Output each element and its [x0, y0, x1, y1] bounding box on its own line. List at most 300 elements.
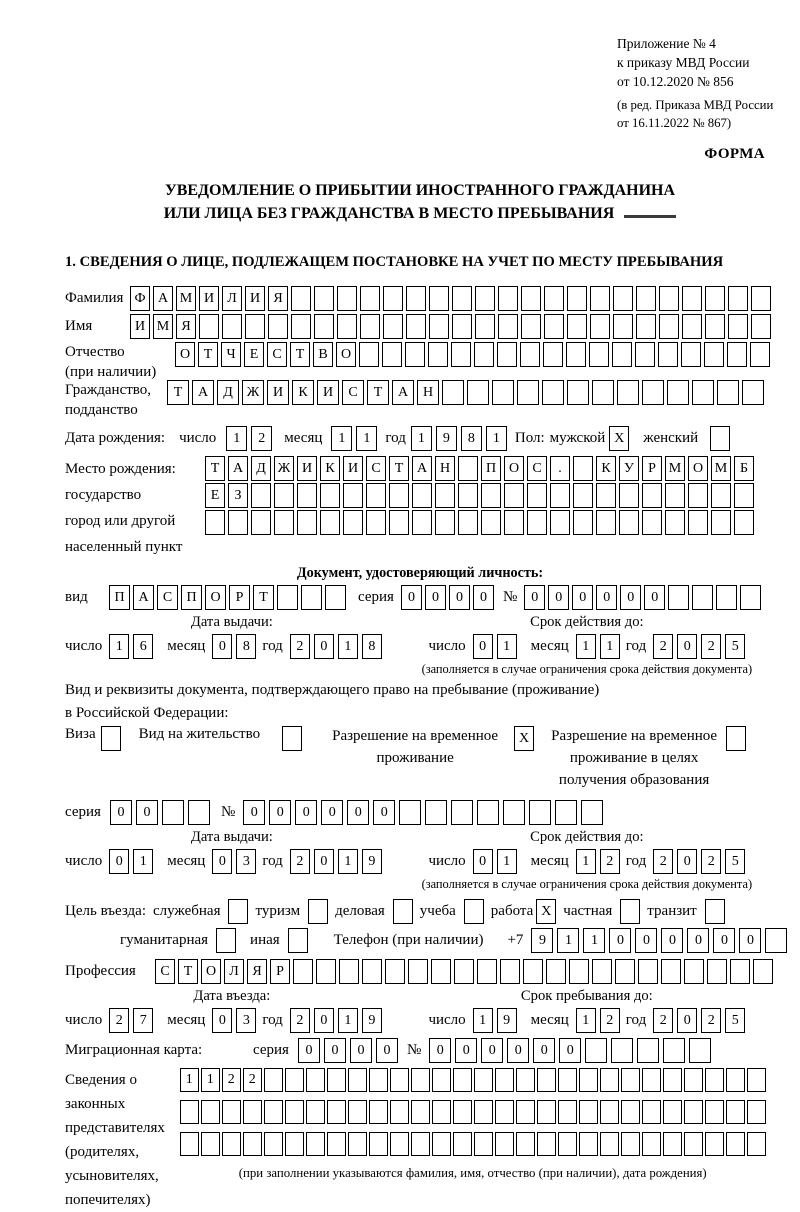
residence-issue-year-boxes [290, 849, 382, 874]
purpose-row2 [65, 928, 775, 953]
char-box: 3 [236, 1008, 256, 1033]
sex-male-checkbox: X [609, 426, 629, 451]
profession-label: Профессия [65, 963, 136, 980]
char-box [389, 483, 409, 508]
char-box [343, 483, 363, 508]
char-box: Н [417, 380, 439, 405]
char-box [543, 342, 563, 367]
char-box [399, 800, 421, 825]
temp-residence-edu-checkbox [726, 726, 746, 751]
identity-number-boxes [524, 585, 761, 610]
char-box: К [320, 456, 340, 481]
char-box: 8 [236, 634, 256, 659]
char-box [705, 314, 725, 339]
char-box: И [245, 286, 265, 311]
residence-issue-month-boxes [212, 849, 256, 874]
representatives-row [65, 1068, 775, 1212]
char-box: 0 [314, 1008, 334, 1033]
representatives-boxes-block [180, 1068, 766, 1181]
char-box: 2 [600, 849, 620, 874]
other-checkbox [288, 928, 308, 953]
appendix-note-line: (в ред. Приказа МВД России [617, 98, 774, 113]
char-box [383, 286, 403, 311]
residence-permit-checkbox [282, 726, 302, 751]
char-box [753, 959, 773, 984]
char-box [293, 959, 313, 984]
char-box: Ф [130, 286, 150, 311]
migration-card-row [65, 1038, 775, 1063]
char-box: 1 [338, 1008, 358, 1033]
option-visa: Виза [65, 726, 121, 751]
char-box [285, 1132, 304, 1156]
char-box [383, 314, 403, 339]
char-box: 9 [497, 1008, 517, 1033]
char-box: П [481, 456, 501, 481]
representatives-boxes-row1 [180, 1068, 766, 1092]
entry-date-block [65, 988, 399, 1033]
identity-dates [65, 614, 775, 677]
char-box: Е [205, 483, 225, 508]
char-box [689, 1038, 711, 1063]
char-box [642, 510, 662, 535]
char-box: И [267, 380, 289, 405]
identity-issue-day-boxes [109, 634, 153, 659]
char-box: 2 [222, 1068, 241, 1092]
char-box [348, 1068, 367, 1092]
char-box [688, 483, 708, 508]
char-box [268, 314, 288, 339]
char-box: 1 [486, 426, 507, 451]
char-box [667, 380, 689, 405]
identity-doc-heading: Документ, удостоверяющий личность: [296, 565, 544, 582]
char-box [454, 959, 474, 984]
char-box [316, 959, 336, 984]
char-box [180, 1132, 199, 1156]
purpose-label: Цель въезда: [65, 903, 146, 920]
char-box: А [133, 585, 154, 610]
char-box: 0 [350, 1038, 372, 1063]
char-box: С [157, 585, 178, 610]
char-box [734, 483, 754, 508]
char-box: 0 [559, 1038, 581, 1063]
char-box [285, 1100, 304, 1124]
expiry-note: (заполняется в случае ограничения срока действия документа) [421, 662, 753, 677]
char-box [481, 483, 501, 508]
appendix-block [617, 34, 775, 133]
char-box [573, 510, 593, 535]
first-name-boxes [130, 314, 771, 339]
char-box: Ж [274, 456, 294, 481]
char-box [274, 510, 294, 535]
char-box [382, 342, 402, 367]
char-box [573, 483, 593, 508]
migration-series-boxes [298, 1038, 398, 1063]
char-box [245, 314, 265, 339]
citizenship-boxes [167, 380, 764, 405]
char-box: 1 [331, 426, 352, 451]
char-box [474, 342, 494, 367]
char-box: 0 [324, 1038, 346, 1063]
char-box: 2 [653, 634, 673, 659]
char-box [467, 380, 489, 405]
char-box: 0 [425, 585, 446, 610]
residence-issue-block [65, 829, 399, 892]
private-checkbox [620, 899, 640, 924]
patronymic-row [65, 342, 775, 382]
char-box [390, 1100, 409, 1124]
char-box [567, 286, 587, 311]
char-box [369, 1132, 388, 1156]
char-box: 1 [583, 928, 605, 953]
char-box: 1 [557, 928, 579, 953]
char-box: Б [734, 456, 754, 481]
char-box: О [201, 959, 221, 984]
char-box: 1 [576, 1008, 596, 1033]
char-box [369, 1068, 388, 1092]
char-box [663, 1132, 682, 1156]
char-box: 0 [376, 1038, 398, 1063]
page-title [65, 180, 775, 225]
char-box: 0 [314, 849, 334, 874]
day-label: число [428, 853, 466, 870]
char-box [385, 959, 405, 984]
residence-expiry-month-boxes [576, 849, 620, 874]
char-box [474, 1100, 493, 1124]
migration-number-boxes [429, 1038, 711, 1063]
identity-expiry-day-boxes [473, 634, 517, 659]
char-box [726, 1068, 745, 1092]
char-box: Я [247, 959, 267, 984]
char-box [705, 286, 725, 311]
birth-place-boxes-row2 [205, 483, 754, 508]
char-box: С [267, 342, 287, 367]
entry-stay-dates [65, 988, 775, 1033]
char-box [188, 800, 210, 825]
migration-number-label: № [406, 1042, 422, 1059]
char-box [665, 483, 685, 508]
char-box: 1 [226, 426, 247, 451]
char-box: М [176, 286, 196, 311]
char-box: М [153, 314, 173, 339]
birth-year-boxes [411, 426, 507, 451]
char-box: М [711, 456, 731, 481]
char-box [635, 342, 655, 367]
representatives-note: (при заполнении указываются фамилия, имя, отчество (при наличии), дата рождения) [238, 1166, 707, 1181]
char-box [579, 1132, 598, 1156]
char-box: У [619, 456, 639, 481]
char-box [452, 286, 472, 311]
residence-doc-line2: в Российской Федерации: [65, 705, 229, 722]
work-checkbox: X [536, 899, 556, 924]
char-box: 1 [180, 1068, 199, 1092]
char-box [389, 510, 409, 535]
phone-prefix: +7 [507, 932, 524, 949]
char-box [516, 1068, 535, 1092]
birth-date-row [65, 426, 775, 451]
option-other: иная [250, 928, 308, 953]
char-box [550, 510, 570, 535]
char-box [251, 483, 271, 508]
char-box [716, 585, 737, 610]
char-box [619, 483, 639, 508]
char-box: 1 [497, 634, 517, 659]
char-box [274, 483, 294, 508]
char-box [474, 1132, 493, 1156]
sex-female-label: женский [643, 430, 699, 447]
char-box: Т [178, 959, 198, 984]
entry-heading: Дата въезда: [193, 988, 271, 1005]
option-private: частная [563, 899, 640, 924]
char-box [569, 959, 589, 984]
char-box [546, 959, 566, 984]
char-box: 0 [347, 800, 369, 825]
char-box [590, 314, 610, 339]
char-box [589, 342, 609, 367]
char-box: С [366, 456, 386, 481]
char-box [475, 314, 495, 339]
char-box: 2 [290, 849, 310, 874]
char-box [411, 1100, 430, 1124]
char-box: К [596, 456, 616, 481]
char-box [705, 1132, 724, 1156]
char-box [537, 1132, 556, 1156]
char-box [600, 1100, 619, 1124]
phone-label: Телефон (при наличии) [333, 932, 484, 949]
char-box: 0 [644, 585, 665, 610]
char-box [659, 314, 679, 339]
char-box [477, 800, 499, 825]
char-box [681, 342, 701, 367]
char-box [201, 1132, 220, 1156]
char-box [621, 1100, 640, 1124]
char-box [405, 342, 425, 367]
char-box [663, 1038, 685, 1063]
month-label: месяц [167, 638, 206, 655]
char-box [684, 959, 704, 984]
business-checkbox [393, 899, 413, 924]
char-box: 0 [429, 1038, 451, 1063]
char-box: О [205, 585, 226, 610]
char-box: Д [251, 456, 271, 481]
char-box [431, 959, 451, 984]
char-box [665, 510, 685, 535]
char-box [642, 1132, 661, 1156]
char-box: 0 [572, 585, 593, 610]
representatives-boxes-row3 [180, 1132, 766, 1156]
char-box [661, 959, 681, 984]
profession-boxes [155, 959, 773, 984]
char-box: 0 [635, 928, 657, 953]
char-box [475, 286, 495, 311]
year-label: год [262, 638, 283, 655]
month-label: месяц [167, 853, 206, 870]
char-box [504, 510, 524, 535]
char-box: 2 [600, 1008, 620, 1033]
char-box [751, 314, 771, 339]
char-box [734, 510, 754, 535]
char-box [291, 286, 311, 311]
char-box [621, 1132, 640, 1156]
appendix-line: Приложение № 4 [617, 36, 716, 51]
char-box [747, 1132, 766, 1156]
char-box: 7 [133, 1008, 153, 1033]
char-box: 2 [251, 426, 272, 451]
char-box [435, 510, 455, 535]
char-box: Л [224, 959, 244, 984]
char-box: 1 [576, 849, 596, 874]
char-box: 0 [524, 585, 545, 610]
char-box [638, 959, 658, 984]
char-box: 0 [473, 849, 493, 874]
char-box [498, 286, 518, 311]
day-label: число [179, 430, 217, 447]
char-box: 9 [362, 849, 382, 874]
representatives-label: Сведения о законных представителях (родителях, усыновителях, попечителях) [65, 1072, 165, 1209]
char-box [579, 1068, 598, 1092]
char-box [451, 342, 471, 367]
char-box [596, 483, 616, 508]
char-box: 0 [321, 800, 343, 825]
month-label: месяц [530, 638, 569, 655]
char-box [503, 800, 525, 825]
residence-series-label: серия [65, 804, 101, 821]
representatives-boxes-row2 [180, 1100, 766, 1124]
identity-expiry-month-boxes [576, 634, 620, 659]
char-box [728, 286, 748, 311]
identity-expiry-year-boxes [653, 634, 745, 659]
char-box [705, 1100, 724, 1124]
char-box [264, 1100, 283, 1124]
char-box: 1 [109, 634, 129, 659]
char-box [497, 342, 517, 367]
char-box [320, 510, 340, 535]
section1-heading: 1. СВЕДЕНИЯ О ЛИЦЕ, ПОДЛЕЖАЩЕМ ПОСТАНОВКЕ НА УЧЕТ ПО МЕСТУ ПРЕБЫВАНИЯ [65, 254, 724, 271]
entry-day-boxes [109, 1008, 153, 1033]
char-box: 0 [620, 585, 641, 610]
char-box [406, 286, 426, 311]
char-box [692, 380, 714, 405]
char-box: 1 [600, 634, 620, 659]
char-box [517, 380, 539, 405]
char-box: 1 [576, 634, 596, 659]
char-box [348, 1132, 367, 1156]
char-box [558, 1132, 577, 1156]
stay-month-boxes [576, 1008, 620, 1033]
char-box: П [181, 585, 202, 610]
char-box: 0 [661, 928, 683, 953]
humanitarian-checkbox [216, 928, 236, 953]
char-box: С [527, 456, 547, 481]
char-box: 1 [411, 426, 432, 451]
residence-expiry-year-boxes [653, 849, 745, 874]
stay-heading: Срок пребывания до: [520, 988, 653, 1005]
char-box [343, 510, 363, 535]
char-box: Я [268, 286, 288, 311]
char-box: С [342, 380, 364, 405]
identity-series-label: серия [358, 589, 394, 606]
char-box: 0 [298, 1038, 320, 1063]
char-box [301, 585, 322, 610]
first-name-label: Имя [65, 318, 93, 335]
day-label: число [65, 853, 103, 870]
expiry-note: (заполняется в случае ограничения срока действия документа) [421, 877, 753, 892]
char-box [642, 380, 664, 405]
identity-expiry-block [399, 614, 775, 677]
char-box [199, 314, 219, 339]
char-box: И [297, 456, 317, 481]
char-box [521, 286, 541, 311]
year-label: год [262, 1012, 283, 1029]
char-box [228, 510, 248, 535]
char-box [600, 1132, 619, 1156]
char-box [642, 1068, 661, 1092]
char-box [360, 314, 380, 339]
char-box [327, 1100, 346, 1124]
sex-male-label: мужской [549, 430, 606, 447]
char-box [711, 510, 731, 535]
char-box [544, 286, 564, 311]
birth-date-label: Дата рождения: [65, 430, 166, 447]
char-box: 0 [269, 800, 291, 825]
char-box [369, 1100, 388, 1124]
char-box [581, 800, 603, 825]
char-box [747, 1100, 766, 1124]
char-box: . [550, 456, 570, 481]
char-box [617, 380, 639, 405]
char-box [711, 483, 731, 508]
char-box: А [192, 380, 214, 405]
char-box [726, 1132, 745, 1156]
char-box [451, 800, 473, 825]
char-box: 0 [401, 585, 422, 610]
char-box: 0 [507, 1038, 529, 1063]
char-box [707, 959, 727, 984]
issue-heading: Дата выдачи: [190, 614, 273, 631]
char-box [362, 959, 382, 984]
char-box: 3 [236, 849, 256, 874]
residence-issue-day-boxes [109, 849, 153, 874]
char-box [327, 1132, 346, 1156]
char-box [458, 483, 478, 508]
char-box [682, 286, 702, 311]
char-box: О [504, 456, 524, 481]
char-box [390, 1132, 409, 1156]
char-box: З [228, 483, 248, 508]
char-box: 0 [455, 1038, 477, 1063]
stay-day-boxes [473, 1008, 517, 1033]
identity-issue-block [65, 614, 399, 677]
char-box [222, 1132, 241, 1156]
char-box: И [199, 286, 219, 311]
char-box [567, 380, 589, 405]
char-box [162, 800, 184, 825]
char-box: 0 [449, 585, 470, 610]
char-box: Н [435, 456, 455, 481]
char-box: 0 [212, 849, 232, 874]
char-box [495, 1068, 514, 1092]
char-box [504, 483, 524, 508]
char-box: О [336, 342, 356, 367]
birth-month-boxes [331, 426, 377, 451]
char-box [452, 314, 472, 339]
option-temp-residence: Разрешение на временное проживание X [324, 726, 534, 770]
char-box [566, 342, 586, 367]
char-box [243, 1100, 262, 1124]
char-box: 0 [677, 634, 697, 659]
char-box [668, 585, 689, 610]
char-box [747, 1068, 766, 1092]
char-box: Т [167, 380, 189, 405]
